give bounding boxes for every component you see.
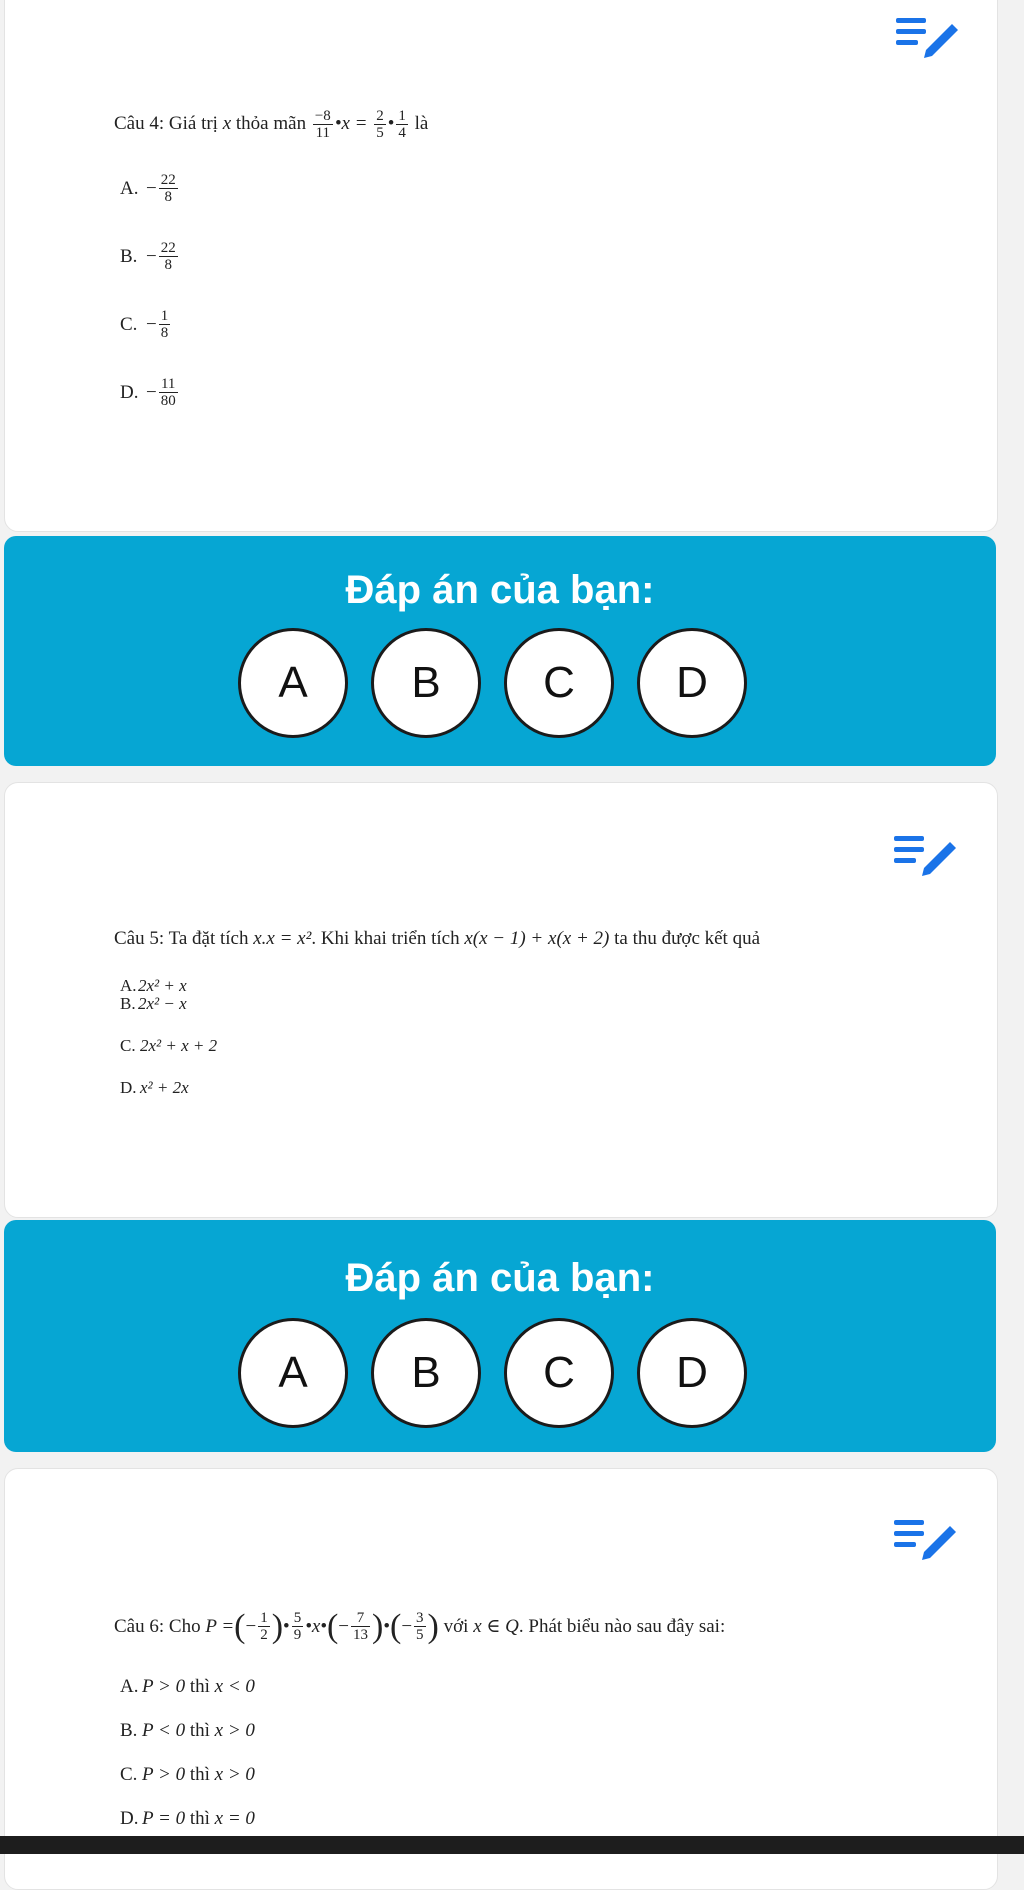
choice-a: A. 2x² + x bbox=[120, 976, 187, 995]
question-text: ta thu được kết quả bbox=[614, 928, 761, 949]
fraction: $\frac{1}{2}$ bbox=[260, 1610, 268, 1643]
choice-d: D. P = 0 thì x = 0 bbox=[120, 1808, 255, 1829]
math-operator: • bbox=[387, 112, 395, 134]
fraction: $\frac{11}{80}$ bbox=[160, 376, 176, 409]
choice-a: A. − $\frac{22}{8}$ bbox=[120, 172, 176, 205]
question-label: Câu 5: bbox=[114, 928, 165, 949]
math-expr: P = bbox=[205, 1615, 235, 1637]
question-4-text bbox=[114, 108, 428, 141]
question-6-text: Câu 6: Cho P = ( − $\frac{1}{2}$ ) • $\frac{5}{9}$ •x• ( − $\frac{7}{13}$ ) • ( − $\frac{3}{5}$ ) với x ∈ Q . Phát biểu nào sau đây sai: bbox=[114, 1607, 726, 1645]
fraction: $\frac{3}{5}$ bbox=[416, 1610, 424, 1643]
choice-b: B. 2x² − x bbox=[120, 994, 187, 1013]
fraction: $\frac{22}{8}$ bbox=[160, 172, 176, 205]
fraction: $\frac{7}{13}$ bbox=[353, 1610, 368, 1643]
math-expr: x(x − 1) + x(x + 2) bbox=[464, 928, 610, 949]
bottom-bar bbox=[0, 1836, 1024, 1854]
fraction: $\frac{-8}{11}$ bbox=[314, 108, 331, 141]
math-expr: •x = bbox=[334, 112, 368, 134]
fraction: $\frac{22}{8}$ bbox=[160, 240, 176, 273]
answer-option-b[interactable]: B bbox=[371, 628, 481, 738]
answer-option-a[interactable]: A bbox=[238, 628, 348, 738]
choice-c: C. − $\frac{1}{8}$ bbox=[120, 308, 169, 341]
choice-a: A. P > 0 thì x < 0 bbox=[120, 1676, 255, 1697]
question-text: Cho bbox=[168, 1615, 201, 1637]
math-expr: x ∈ Q bbox=[473, 1615, 519, 1637]
choice-c: C. P > 0 thì x > 0 bbox=[120, 1764, 255, 1785]
choice-b: B. P < 0 thì x > 0 bbox=[120, 1720, 255, 1741]
edit-pencil-icon[interactable] bbox=[894, 1516, 962, 1566]
math-expr: x.x = x² bbox=[253, 928, 312, 949]
answer-panel-title: Đáp án của bạn: bbox=[345, 1256, 655, 1300]
choice-b: B. − $\frac{22}{8}$ bbox=[120, 240, 176, 273]
answer-option-d[interactable]: D bbox=[637, 628, 747, 738]
fraction: $\frac{1}{4}$ bbox=[398, 108, 406, 141]
answer-option-d[interactable]: D bbox=[637, 1318, 747, 1428]
edit-pencil-icon[interactable] bbox=[894, 832, 962, 882]
fraction: $\frac{5}{9}$ bbox=[293, 1610, 302, 1643]
question-text: với bbox=[443, 1615, 469, 1637]
question-text: Giá trị bbox=[168, 112, 218, 134]
question-label: Câu 4: bbox=[114, 112, 165, 134]
answer-panel-title: Đáp án của bạn: bbox=[345, 568, 655, 612]
answer-option-b[interactable]: B bbox=[371, 1318, 481, 1428]
fraction: $\frac{1}{8}$ bbox=[160, 308, 169, 341]
answer-option-c[interactable]: C bbox=[504, 1318, 614, 1428]
question-text: là bbox=[414, 112, 429, 134]
choice-d: D. − $\frac{11}{80}$ bbox=[120, 376, 176, 409]
answer-panel-5 bbox=[4, 1220, 996, 1452]
answer-option-c[interactable]: C bbox=[504, 628, 614, 738]
fraction: $\frac{2}{5}$ bbox=[376, 108, 384, 141]
answer-panel-4 bbox=[4, 536, 996, 766]
question-label: Câu 6: bbox=[114, 1615, 165, 1637]
edit-pencil-icon[interactable] bbox=[896, 14, 964, 64]
question-text: thỏa mãn bbox=[235, 112, 307, 134]
question-5-text bbox=[114, 925, 760, 953]
choice-d: D. x² + 2x bbox=[120, 1078, 189, 1097]
question-text: Ta đặt tích bbox=[168, 928, 249, 949]
answer-option-a[interactable]: A bbox=[238, 1318, 348, 1428]
question-text: . Phát biểu nào sau đây sai: bbox=[518, 1615, 726, 1637]
question-text: . Khi khai triển tích bbox=[311, 928, 460, 949]
choice-c: C. 2x² + x + 2 bbox=[120, 1036, 218, 1055]
variable: x bbox=[222, 112, 232, 134]
